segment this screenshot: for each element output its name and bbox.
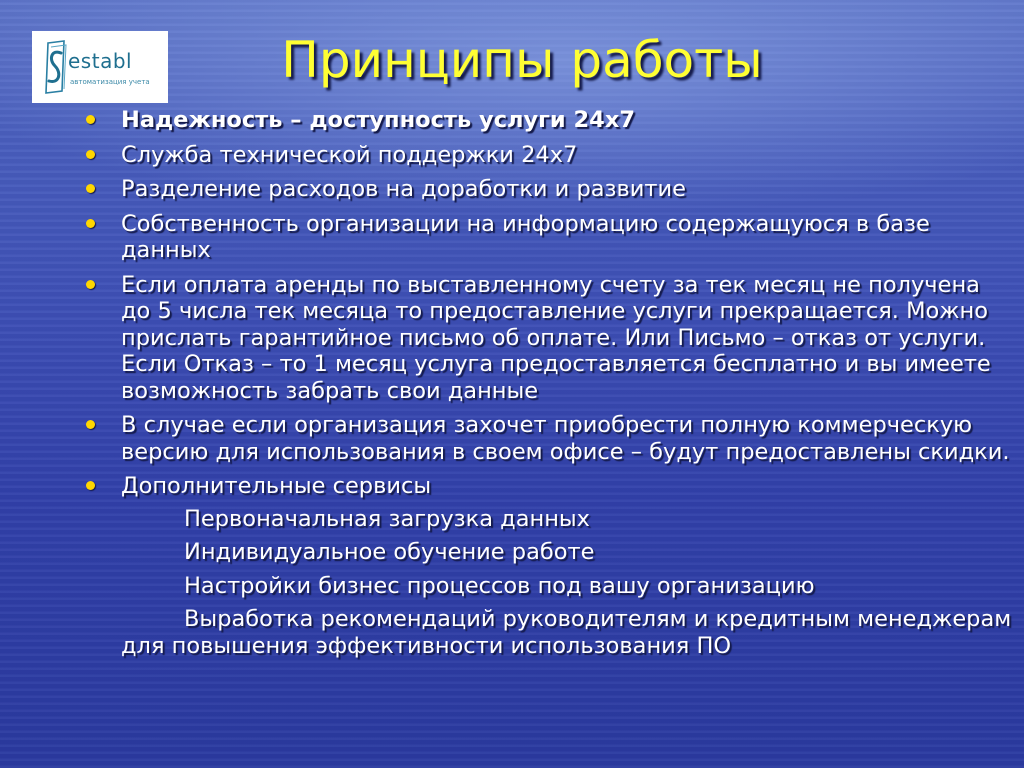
sub-list-item: Настройки бизнес процессов под вашу организацию <box>184 572 815 599</box>
bullet-text: Если оплата аренды по выставленному счету за тек месяц не получена до 5 числа тек месяца то предоставление услуги прекращается. Можно прислать гарантийное письмо об оплате. Или Письмо – отказ от услуги. Если Отказ – то 1 месяц услуга предоставляется бесплатно и вы имеете возможность забрать свои данные <box>121 271 991 404</box>
list-item <box>84 473 1016 500</box>
bullet-list <box>84 107 1016 500</box>
sub-list <box>84 506 1016 660</box>
slide-body <box>84 107 1016 666</box>
sub-list-item: Выработка рекомендаций руководителям и кредитным менеджерам для повышения эффективности использования ПО <box>121 606 1012 659</box>
bullet-text: В случае если организация захочет приобрести полную коммерческую версию для использования в своем офисе – будут предоставлены скидки. <box>121 412 1010 465</box>
list-item <box>84 272 1016 405</box>
bullet-icon <box>86 219 95 228</box>
slide-title: Принципы работы <box>281 31 763 89</box>
bullet-icon <box>86 150 95 159</box>
bullet-text: Дополнительные сервисы <box>121 473 432 499</box>
logo-wordmark: establ <box>68 49 133 73</box>
list-item <box>84 412 1016 465</box>
sub-list-item: Индивидуальное обучение работе <box>184 539 595 565</box>
bullet-text: Надежность – доступность услуги 24х7 <box>121 107 636 133</box>
bullet-icon <box>86 481 95 490</box>
sub-list-item: Первоначальная загрузка данных <box>184 505 590 532</box>
bullet-text: Собственность организации на информацию содержащуюся в базе данных <box>121 210 930 263</box>
bullet-text: Служба технической поддержки 24х7 <box>121 141 578 168</box>
list-item <box>84 142 1016 169</box>
bullet-icon <box>86 420 95 429</box>
list-item <box>84 107 1016 134</box>
bullet-text: Разделение расходов на доработки и развитие <box>121 176 686 202</box>
list-item <box>84 211 1016 264</box>
logo-subtitle: автоматизация учета <box>70 78 150 86</box>
bullet-icon <box>86 184 95 193</box>
list-item <box>84 176 1016 203</box>
bullet-icon <box>86 115 95 124</box>
bullet-icon <box>86 280 95 289</box>
